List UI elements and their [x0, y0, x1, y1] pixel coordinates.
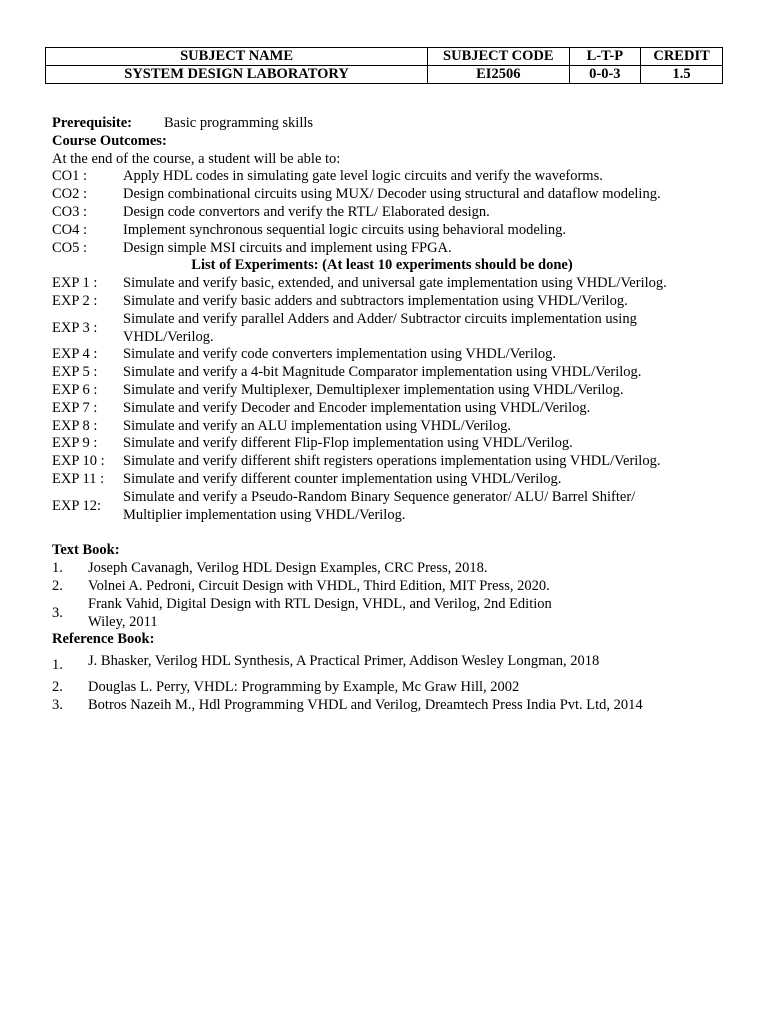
experiment-text: Simulate and verify different Flip-Flop implementation using VHDL/Verilog. — [123, 435, 573, 452]
reference-book-item — [52, 679, 742, 697]
experiment-code: EXP 4 : — [52, 346, 98, 363]
text-book-text-block — [88, 596, 742, 632]
experiment-text: Simulate and verify Decoder and Encoder implementation using VHDL/Verilog. — [123, 399, 591, 416]
experiment-code: EXP 3 : — [52, 319, 98, 336]
reference-book-heading: Reference Book: — [52, 631, 155, 648]
reference-book-item — [52, 653, 742, 675]
experiment-text: Simulate and verify an ALU implementation using VHDL/Verilog. — [123, 417, 511, 434]
experiment-code: EXP 6 : — [52, 381, 98, 398]
experiment-code: EXP 1 : — [52, 275, 98, 292]
reference-book-text: Douglas L. Perry, VHDL: Programming by Example, Mc Graw Hill, 2002 — [88, 678, 520, 695]
experiment-item — [52, 489, 742, 525]
experiments-heading: List of Experiments: (At least 10 experiments should be done) — [191, 257, 573, 274]
experiment-code: EXP 8 : — [52, 417, 98, 434]
experiment-text: Simulate and verify basic, extended, and universal gate implementation using VHDL/Verilog. — [123, 275, 667, 292]
experiment-code: EXP 7 : — [52, 399, 98, 416]
reference-book-num: 3. — [52, 696, 63, 713]
experiment-item — [52, 275, 742, 293]
subject-code-label: SUBJECT CODE — [428, 48, 569, 66]
subject-header-table — [45, 47, 723, 84]
experiment-code: EXP 2 : — [52, 292, 98, 309]
text-book-text: Frank Vahid, Digital Design with RTL Design, VHDL, and Verilog, 2nd Edition — [88, 595, 552, 612]
course-outcomes-intro: At the end of the course, a student will be able to: — [52, 150, 341, 167]
outcome-text: Design code convertors and verify the RTL/ Elaborated design. — [123, 203, 490, 220]
outcome-text: Design simple MSI circuits and implement using FPGA. — [123, 239, 452, 256]
experiment-item — [52, 400, 742, 418]
text-book-item — [52, 578, 742, 596]
experiment-item — [52, 293, 742, 311]
outcome-text: Apply HDL codes in simulating gate level logic circuits and verify the waveforms. — [123, 168, 603, 185]
experiment-item — [52, 364, 742, 382]
text-book-item — [52, 560, 742, 578]
experiments-list — [52, 275, 742, 524]
experiment-text: Simulate and verify code converters implementation using VHDL/Verilog. — [123, 346, 557, 363]
experiment-text: Simulate and verify Multiplexer, Demultiplexer implementation using VHDL/Verilog. — [123, 381, 624, 398]
subject-name-value: SYSTEM DESIGN LABORATORY — [46, 66, 428, 84]
experiment-text: Simulate and verify basic adders and subtractors implementation using VHDL/Verilog. — [123, 292, 628, 309]
header-label-row — [46, 48, 723, 66]
text-book-list — [52, 560, 742, 631]
experiment-item — [52, 346, 742, 364]
document-body — [52, 115, 742, 715]
text-book-num: 1. — [52, 560, 63, 577]
experiment-code: EXP 10 : — [52, 453, 105, 470]
experiment-text-cont: Multiplier implementation using VHDL/Verilog. — [123, 506, 406, 523]
credit-value: 1.5 — [641, 66, 723, 84]
subject-name-label: SUBJECT NAME — [46, 48, 428, 66]
experiment-text: Simulate and verify a 4-bit Magnitude Comparator implementation using VHDL/Verilog. — [123, 364, 642, 381]
experiment-text-block — [123, 311, 742, 347]
experiment-text-block — [123, 489, 742, 525]
reference-book-text: Botros Nazeih M., Hdl Programming VHDL and Verilog, Dreamtech Press India Pvt. Ltd, 2014 — [88, 696, 643, 713]
text-book-num: 2. — [52, 577, 63, 594]
text-book-num: 3. — [52, 604, 63, 621]
outcome-item — [52, 168, 742, 186]
reference-book-item — [52, 697, 742, 715]
reference-book-list — [52, 653, 742, 714]
outcome-code: CO3 : — [52, 203, 88, 220]
subject-code-value: EI2506 — [428, 66, 569, 84]
experiment-text: Simulate and verify different counter implementation using VHDL/Verilog. — [123, 470, 562, 487]
experiment-text: Simulate and verify parallel Adders and Adder/ Subtractor circuits implementation using — [123, 310, 637, 327]
outcome-item — [52, 240, 742, 258]
experiment-text-cont: VHDL/Verilog. — [123, 328, 214, 345]
experiment-item — [52, 435, 742, 453]
experiment-text: Simulate and verify a Pseudo-Random Binary Sequence generator/ ALU/ Barrel Shifter/ — [123, 488, 636, 505]
experiment-text: Simulate and verify different shift registers operations implementation using VHDL/Verilog. — [123, 453, 661, 470]
experiment-code: EXP 11 : — [52, 470, 105, 487]
experiment-item — [52, 453, 742, 471]
outcome-item — [52, 222, 742, 240]
course-outcomes-heading: Course Outcomes: — [52, 132, 167, 149]
reference-book-num: 2. — [52, 678, 63, 695]
reference-book-text: J. Bhasker, Verilog HDL Synthesis, A Practical Primer, Addison Wesley Longman, 2018 — [88, 653, 600, 670]
experiment-code: EXP 5 : — [52, 364, 98, 381]
text-book-heading: Text Book: — [52, 542, 120, 559]
course-outcomes-list — [52, 168, 742, 257]
ltp-label: L-T-P — [569, 48, 641, 66]
outcome-code: CO5 : — [52, 239, 88, 256]
outcome-item — [52, 204, 742, 222]
prerequisite-value: Basic programming skills — [164, 115, 314, 131]
text-book-text: Volnei A. Pedroni, Circuit Design with VHDL, Third Edition, MIT Press, 2020. — [88, 577, 550, 594]
experiment-code: EXP 9 : — [52, 435, 98, 452]
outcome-item — [52, 186, 742, 204]
outcome-code: CO1 : — [52, 168, 88, 185]
outcome-text: Design combinational circuits using MUX/ Decoder using structural and dataflow modeling. — [123, 186, 661, 203]
spacer — [52, 524, 742, 542]
outcome-text: Implement synchronous sequential logic circuits using behavioral modeling. — [123, 221, 566, 238]
experiment-code: EXP 12: — [52, 497, 102, 514]
credit-label: CREDIT — [641, 48, 723, 66]
experiment-item — [52, 382, 742, 400]
prerequisite-row — [52, 115, 742, 133]
reference-book-num: 1. — [52, 657, 63, 674]
experiment-item — [52, 471, 742, 489]
prerequisite-label: Prerequisite: — [52, 115, 132, 131]
experiment-item — [52, 418, 742, 436]
text-book-item — [52, 596, 742, 632]
ltp-value: 0-0-3 — [569, 66, 641, 84]
header-value-row — [46, 66, 723, 84]
outcome-code: CO4 : — [52, 221, 88, 238]
text-book-text: Joseph Cavanagh, Verilog HDL Design Examples, CRC Press, 2018. — [88, 560, 488, 577]
text-book-text-cont: Wiley, 2011 — [88, 613, 158, 630]
experiment-item — [52, 311, 742, 347]
outcome-code: CO2 : — [52, 186, 88, 203]
